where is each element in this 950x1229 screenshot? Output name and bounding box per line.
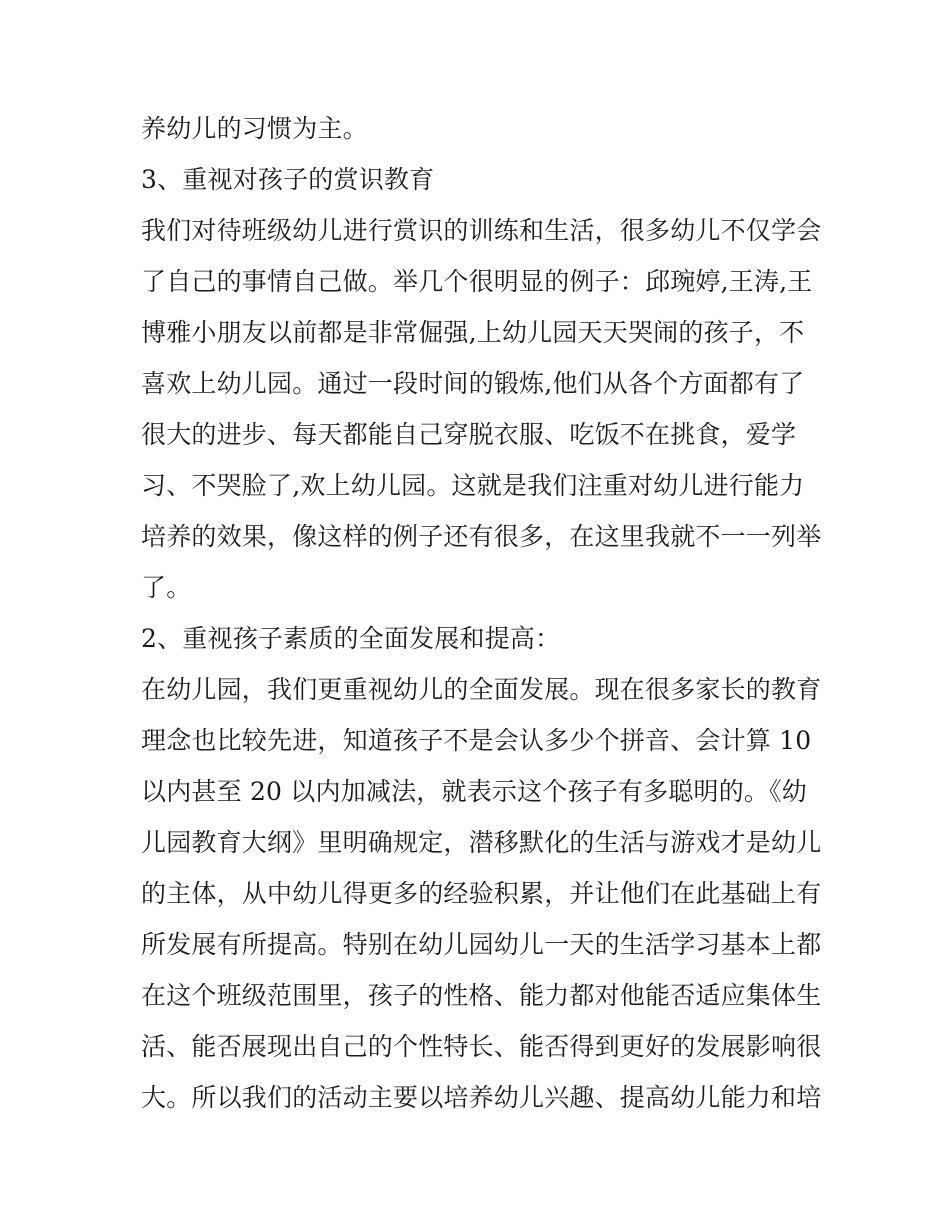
text-line: 了。: [141, 573, 192, 602]
text-line: 很大的进步、每天都能自己穿脱衣服、吃饭不在挑食，爱学: [141, 420, 797, 449]
text-line: 我们对待班级幼儿进行赏识的训练和生活，很多幼儿不仅学会: [141, 216, 822, 245]
text-line: 习、不哭脸了,欢上幼儿园。这就是我们注重对幼儿进行能力: [141, 471, 805, 500]
text-line: 的主体，从中幼儿得更多的经验积累，并让他们在此基础上有: [141, 879, 822, 908]
text-line: 活、能否展现出自己的个性特长、能否得到更好的发展影响很: [141, 1032, 822, 1061]
section-heading: 3、重视对孩子的赏识教育: [141, 165, 435, 194]
text-line: 博雅小朋友以前都是非常倔强,上幼儿园天天哭闹的孩子，不: [141, 318, 805, 347]
text-line: 理念也比较先进，知道孩子不是会认多少个拼音、会计算 10: [141, 726, 812, 755]
text-line: 培养的效果，像这样的例子还有很多，在这里我就不一一列举: [141, 522, 822, 551]
text-line: 喜欢上幼儿园。通过一段时间的锻炼,他们从各个方面都有了: [141, 369, 805, 398]
text-line: 了自己的事情自己做。举几个很明显的例子：邱琬婷,王涛,王: [141, 267, 813, 296]
text-line: 大。所以我们的活动主要以培养幼儿兴趣、提高幼儿能力和培: [141, 1083, 822, 1112]
text-line: 所发展有所提高。特别在幼儿园幼儿一天的生活学习基本上都: [141, 930, 822, 959]
section-heading: 2、重视孩子素质的全面发展和提高：: [141, 624, 561, 653]
text-line: 以内甚至 20 以内加减法，就表示这个孩子有多聪明的。《幼: [141, 777, 808, 806]
text-line: 养幼儿的习惯为主。: [141, 114, 368, 143]
text-line: 儿园教育大纲》里明确规定，潜移默化的生活与游戏才是幼儿: [141, 828, 822, 857]
text-line: 在这个班级范围里，孩子的性格、能力都对他能否适应集体生: [141, 981, 822, 1010]
text-line: 在幼儿园，我们更重视幼儿的全面发展。现在很多家长的教育: [141, 675, 822, 704]
